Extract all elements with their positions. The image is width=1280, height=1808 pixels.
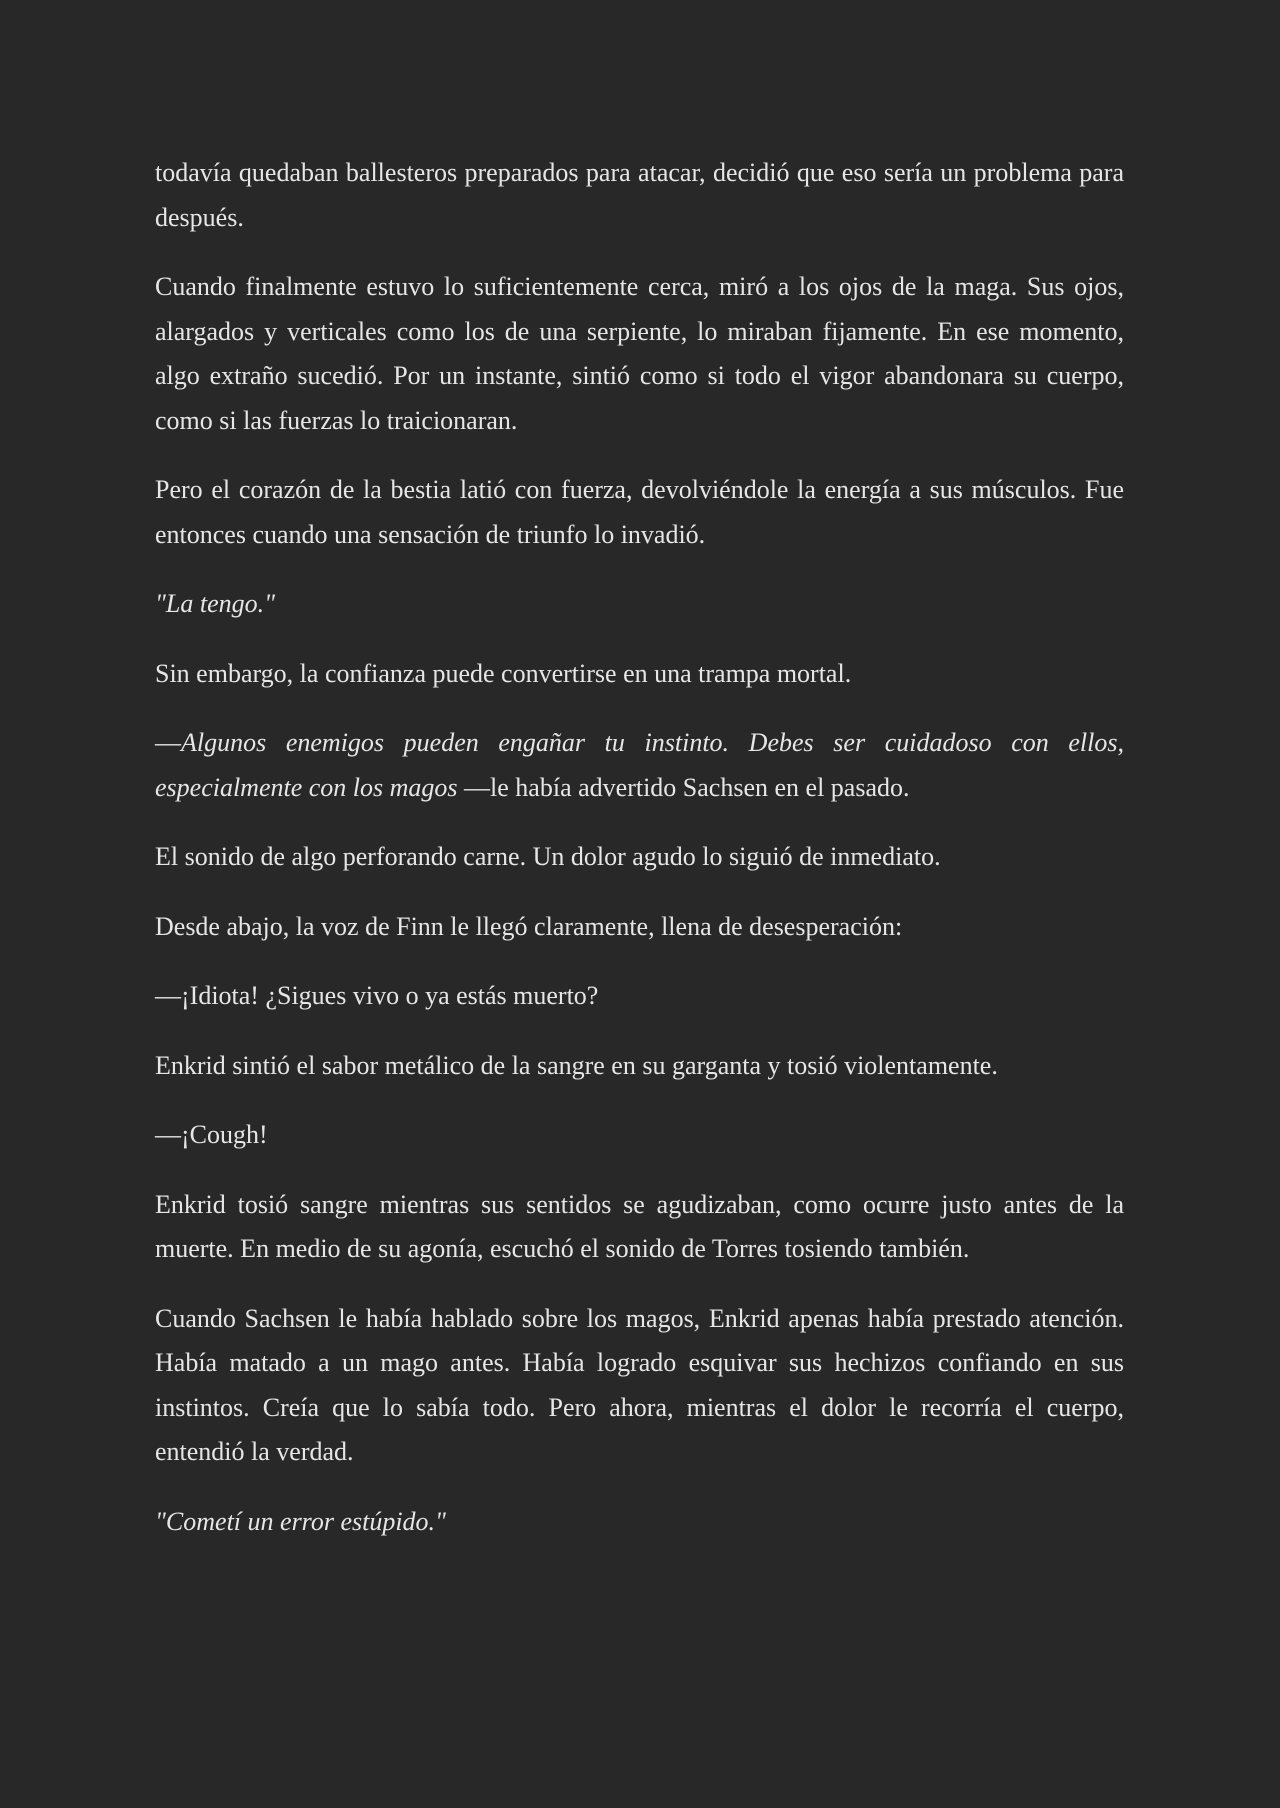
text-segment-italic: Algunos enemigos pueden engañar tu instinto. Debes ser cuidadoso con ellos, especialmente con los magos (155, 728, 1124, 802)
text-segment: todavía quedaban ballesteros preparados para atacar, decidió que eso sería un problema para después. (155, 158, 1124, 232)
paragraph (155, 905, 1124, 950)
text-segment: —¡Idiota! ¿Sigues vivo o ya estás muerto? (155, 981, 599, 1010)
text-segment: Enkrid tosió sangre mientras sus sentidos se agudizaban, como ocurre justo antes de la muerte. En medio de su agonía, escuchó el sonido de Torres tosiendo también. (155, 1189, 1124, 1263)
paragraph (155, 265, 1124, 443)
paragraph (155, 468, 1124, 557)
paragraph (155, 1297, 1124, 1475)
text-segment: —¡Cough! (155, 1120, 268, 1149)
text-segment: — (155, 728, 181, 757)
text-segment: Cuando Sachsen le había hablado sobre los magos, Enkrid apenas había prestado atención. Había matado a un mago antes. Había logrado esquivar sus hechizos confiando en sus instintos. Creía que lo sabía todo. Pero ahora, mientras el dolor le recorría el cuerpo, entendió la verdad. (155, 1303, 1124, 1466)
text-segment-italic: "Cometí un error estúpido." (155, 1506, 446, 1536)
dialogue-line (155, 1113, 1124, 1158)
dialogue-line (155, 974, 1124, 1019)
dialogue-paragraph (155, 721, 1124, 810)
paragraph (155, 835, 1124, 880)
paragraph (155, 652, 1124, 697)
paragraph (155, 1183, 1124, 1272)
text-body (155, 151, 1124, 1544)
text-segment: —le había advertido Sachsen en el pasado. (457, 772, 910, 802)
thought-line (155, 582, 1124, 627)
text-segment-italic: "La tengo." (155, 589, 276, 618)
text-segment: Cuando finalmente estuvo lo suficientemente cerca, miró a los ojos de la maga. Sus ojos, alargados y verticales como los de una serpiente, lo miraban fijamente. En ese momento, algo extraño sucedió. Por un instante, sintió como si todo el vigor abandonara su cuerpo, como si las fuerzas lo traicionaran. (155, 272, 1124, 435)
text-segment: Pero el corazón de la bestia latió con fuerza, devolviéndole la energía a sus músculos. Fue entonces cuando una sensación de triunfo lo invadió. (155, 475, 1124, 549)
text-segment: Sin embargo, la confianza puede convertirse en una trampa mortal. (155, 658, 852, 688)
text-segment: El sonido de algo perforando carne. Un dolor agudo lo siguió de inmediato. (155, 842, 941, 871)
text-segment: Desde abajo, la voz de Finn le llegó claramente, llena de desesperación: (155, 911, 903, 941)
paragraph (155, 1044, 1124, 1089)
thought-line (155, 1500, 1124, 1545)
paragraph (155, 151, 1124, 240)
text-segment: Enkrid sintió el sabor metálico de la sangre en su garganta y tosió violentamente. (155, 1050, 998, 1080)
